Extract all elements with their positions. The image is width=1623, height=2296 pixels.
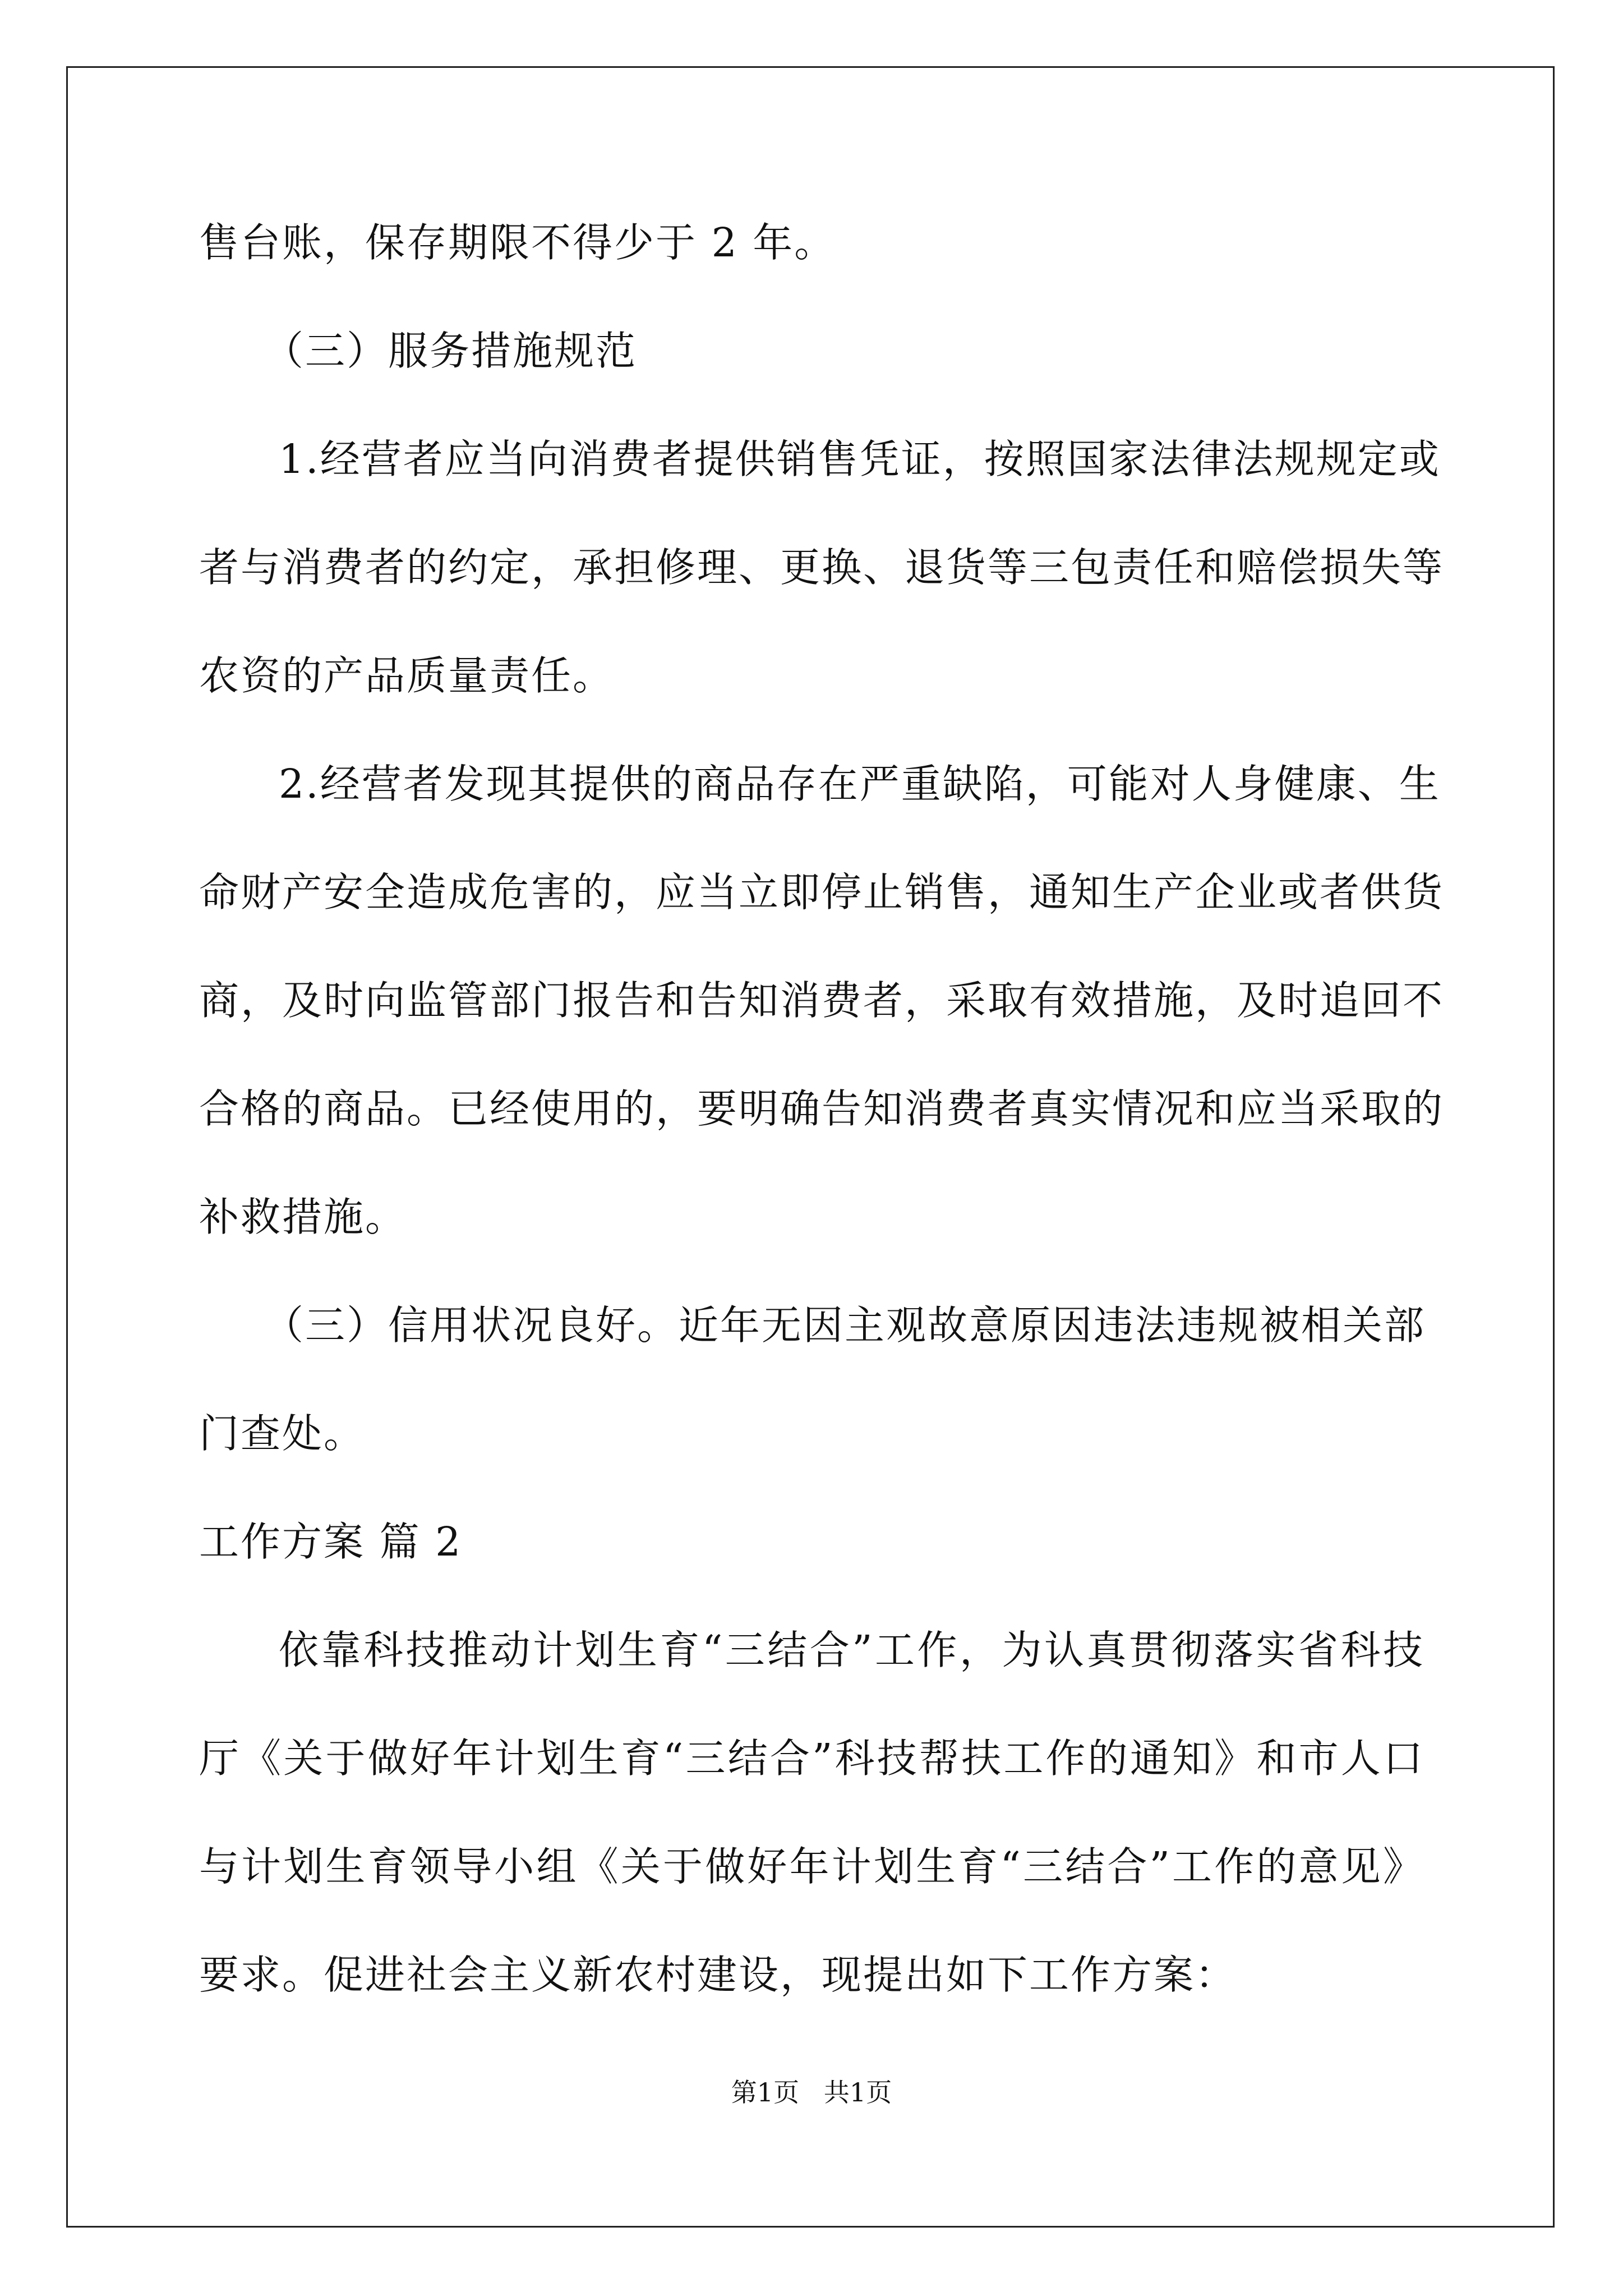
text-line: 合格的商品。已经使用的，要明确告知消费者真实情况和应当采取的 [199, 1085, 1445, 1132]
text-line: 2.经营者发现其提供的商品存在严重缺陷，可能对人身健康、生 [279, 761, 1441, 807]
text-line: 补救措施。 [199, 1194, 407, 1240]
text-line: 要求。促进社会主义新农村建设，现提出如下工作方案： [199, 1952, 1237, 1998]
text-line: 命财产安全造成危害的，应当立即停止销售，通知生产企业或者供货 [199, 869, 1445, 915]
section-heading: （三）服务措施规范 [264, 328, 638, 374]
page-border [66, 66, 1555, 2228]
text-line: 者与消费者的约定，承担修理、更换、退货等三包责任和赔偿损失等 [199, 544, 1445, 591]
text-line: 厅《关于做好年计划生育“三结合”科技帮扶工作的通知》和市人口 [199, 1735, 1424, 1782]
text-line: 商，及时向监管部门报告和告知消费者，采取有效措施，及时追回不 [199, 977, 1445, 1024]
text-line: 1.经营者应当向消费者提供销售凭证，按照国家法律法规规定或 [279, 436, 1441, 482]
page-footer: 第1页 共1页 [731, 2077, 892, 2108]
text-line: 售台账，保存期限不得少于 2 年。 [199, 219, 836, 266]
text-line: 门查处。 [199, 1410, 366, 1457]
text-line: 农资的产品质量责任。 [199, 652, 615, 699]
text-line: 与计划生育领导小组《关于做好年计划生育“三结合”工作的意见》 [199, 1843, 1424, 1890]
text-line: （三）信用状况良好。近年无因主观故意原因违法违规被相关部 [264, 1302, 1426, 1349]
text-line: 依靠科技推动计划生育“三结合”工作，为认真贯彻落实省科技 [279, 1627, 1424, 1673]
section-title: 工作方案 篇 2 [199, 1519, 463, 1565]
